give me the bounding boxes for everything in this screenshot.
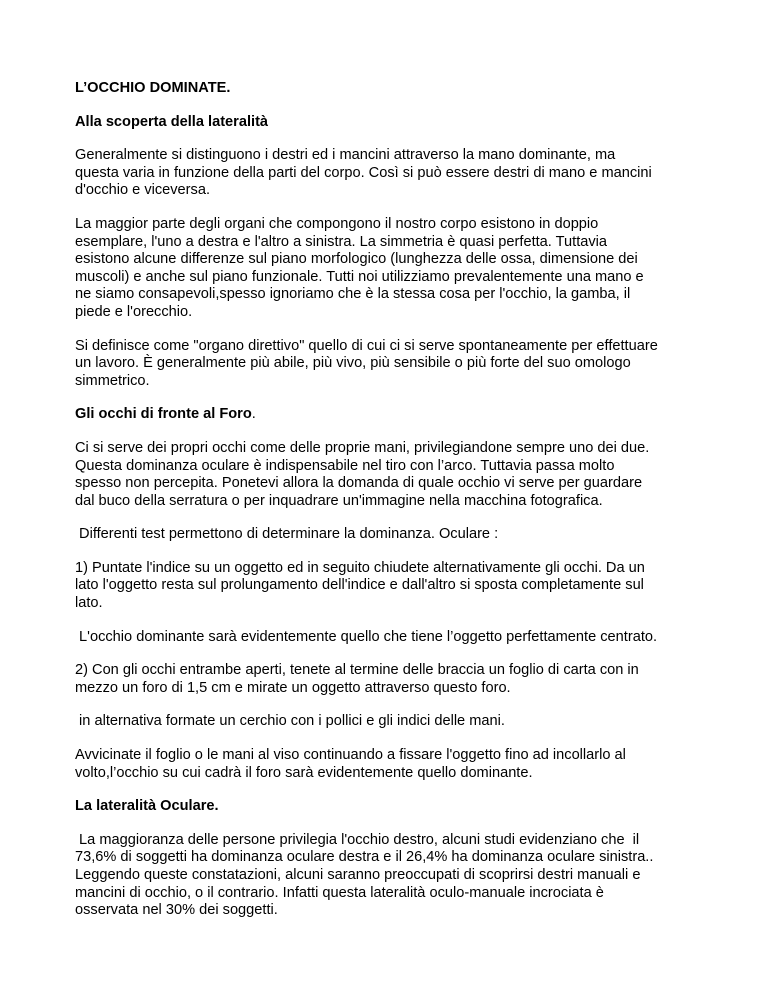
document-title: L’OCCHIO DOMINATE. bbox=[75, 80, 231, 96]
paragraph-intro bbox=[75, 147, 705, 200]
text-line: Differenti test permettono di determinare la dominanza. Oculare : bbox=[75, 526, 499, 543]
section-heading-ocular-laterality: La lateralità Oculare. bbox=[75, 798, 219, 815]
text-line: Leggendo queste constatazioni, alcuni saranno preoccupati di scoprirsi destri manuali e bbox=[75, 867, 641, 883]
text-line: La maggior parte degli organi che compongono il nostro corpo esistono in doppio bbox=[75, 215, 599, 232]
text-line: Si definisce come "organo direttivo" quello di cui ci si serve spontaneamente per effettuare bbox=[75, 337, 658, 354]
text-line: Ci si serve dei propri occhi come delle proprie mani, privilegiandone sempre uno dei due. bbox=[75, 439, 650, 456]
text-line: esistono alcune differenze sul piano morfologico (lunghezza delle ossa, dimensione dei bbox=[75, 251, 638, 268]
text-line: esemplare, l'uno a destra e l'altro a sinistra. La simmetria è quasi perfetta. Tuttavia bbox=[75, 233, 608, 250]
text-line: spesso non percepita. Ponetevi allora la domanda di quale occhio vi serve per guardare bbox=[75, 475, 643, 492]
section-heading-foro bbox=[75, 406, 705, 424]
text-line: lato. bbox=[75, 595, 103, 612]
section-heading-laterality: Alla scoperta della lateralità bbox=[75, 113, 269, 130]
text-line: questa varia in funzione della parti del corpo. Così si può essere destri di mano e mancini bbox=[75, 164, 652, 181]
text-line: 73,6% di soggetti ha dominanza oculare destra e il 26,4% ha dominanza oculare sinistra.. bbox=[75, 849, 654, 866]
text-line: muscoli) e anche sul piano funzionale. Tutti noi utilizziamo prevalentemente una mano e bbox=[75, 268, 644, 285]
text-line: mancini di occhio, o il contrario. Infatti questa lateralità oculo-manuale incrociata è bbox=[75, 884, 604, 901]
text-line: osservata nel 30% dei soggetti. bbox=[75, 902, 278, 919]
text-line: lato l'oggetto resta sul prolungamento dell'indice e dall'altro si sposta completamente sul bbox=[75, 577, 644, 594]
text-line: La maggioranza delle persone privilegia l'occhio destro, alcuni studi evidenziano che il bbox=[75, 831, 640, 848]
text-line: piede e l'orecchio. bbox=[75, 303, 193, 320]
paragraph-dominant-eye bbox=[75, 629, 705, 647]
text-line: un lavoro. È generalmente più abile, più vivo, più sensibile o più forte del suo omologo bbox=[75, 355, 631, 372]
text-line: ne siamo consapevoli,spesso ignoriamo che è la stessa cosa per l'occhio, la gamba, il bbox=[75, 286, 631, 303]
paragraph-organs bbox=[75, 216, 705, 322]
text-line: in alternativa formate un cerchio con i pollici e gli indici delle mani. bbox=[75, 713, 505, 730]
text-line: 2) Con gli occhi entrambe aperti, tenete al termine delle braccia un foglio di carta con in bbox=[75, 662, 639, 679]
text-line: mezzo un foro di 1,5 cm e mirate un oggetto attraverso questo foro. bbox=[75, 679, 511, 696]
text-line: L'occhio dominante sarà evidentemente quello che tiene l’oggetto perfettamente centrato. bbox=[75, 628, 658, 645]
paragraph-directive-organ bbox=[75, 338, 705, 391]
document-page bbox=[75, 80, 705, 920]
paragraph-alternative bbox=[75, 713, 705, 731]
paragraph-statistics bbox=[75, 832, 705, 920]
text-line: simmetrico. bbox=[75, 372, 150, 389]
paragraph-eyes bbox=[75, 440, 705, 510]
paragraph-test-1 bbox=[75, 560, 705, 613]
text-line: 1) Puntate l'indice su un oggetto ed in seguito chiudete alternativamente gli occhi. Da un bbox=[75, 559, 645, 576]
heading-period: . bbox=[251, 406, 256, 423]
text-line: Generalmente si distinguono i destri ed i mancini attraverso la mano dominante, ma bbox=[75, 147, 616, 164]
text-line: Avvicinate il foglio o le mani al viso continuando a fissare l'oggetto fino ad incollarlo al bbox=[75, 747, 626, 764]
paragraph-tests bbox=[75, 526, 705, 544]
text-line: d'occhio e viceversa. bbox=[75, 182, 211, 199]
text-line: dal buco della serratura o per inquadrare un'immagine nella macchina fotografica. bbox=[75, 492, 603, 509]
text-line: Questa dominanza oculare è indispensabile nel tiro con l’arco. Tuttavia passa molto bbox=[75, 457, 615, 474]
paragraph-test-2 bbox=[75, 662, 705, 697]
heading-bold-text: Gli occhi di fronte al Foro bbox=[75, 406, 252, 423]
text-line: volto,l’occhio su cui cadrà il foro sarà evidentemente quello dominante. bbox=[75, 764, 533, 781]
paragraph-approach bbox=[75, 747, 705, 782]
